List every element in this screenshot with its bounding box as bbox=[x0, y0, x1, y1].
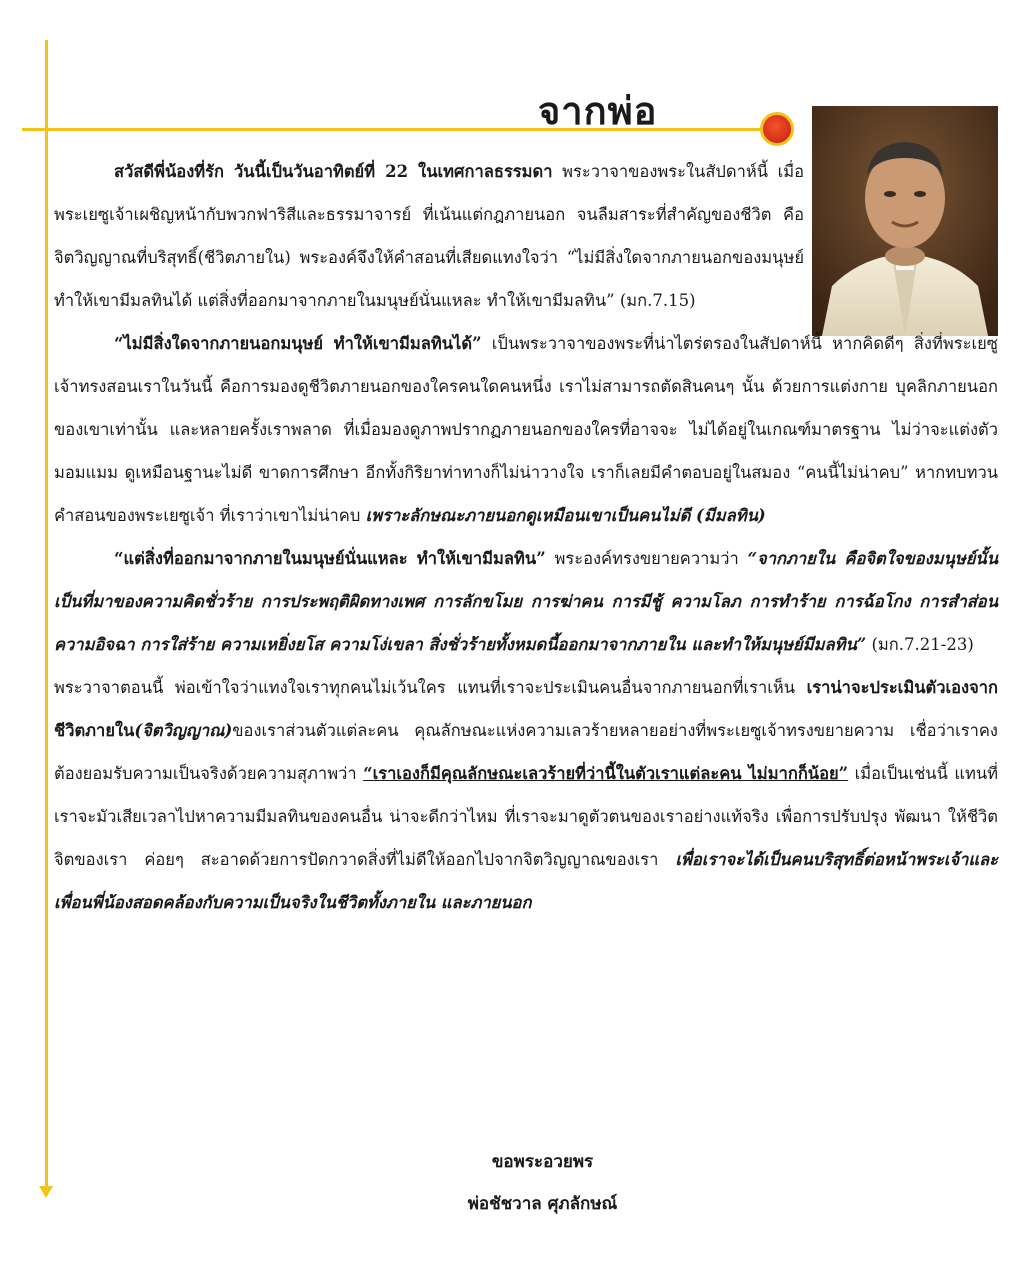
blessing: ขอพระอวยพร bbox=[491, 1152, 594, 1172]
paragraph-4-italic: (จิตวิญญาณ) bbox=[134, 721, 233, 740]
quote-2: “แต่สิ่งที่ออกมาจากภายในมนุษย์นั่นแหละ ทำให้เขามีมลทิน” bbox=[114, 549, 546, 568]
paragraph-4-text-c: เมื่อเป็นเช่นนี้ แทนที่เราจะมัวเสียเวลาไปหาความมีมลทินของคนอื่น น่าจะดีกว่าไหม ที่เราจะมาดูตัวตนของเราอย่างแท้จริง เพื่อการปรับปรุง พัฒนา ให้ชีวิตจิตของเรา ค่อยๆ สะอาดด้วยการปัดกวาดสิ่งที่ไม่ดีให้ออกไปจากจิตวิญญาณของเรา bbox=[54, 764, 999, 869]
paragraph-4-text-b: ของเราส่วนตัวแต่ละคน คุณลักษณะแห่งความเลวร้ายหลายอย่างที่พระเยซูเจ้าทรงขยายความ เชื่อว่าเราคงต้องยอมรับความเป็นจริงด้วยความสุภาพว่า bbox=[54, 721, 998, 783]
decorative-vertical-line bbox=[45, 40, 48, 1188]
greeting-text: สวัสดีพี่น้องที่รัก วันนี้เป็นวันอาทิตย์ที่ 22 ในเทศกาลธรรมดา bbox=[114, 162, 553, 181]
paragraph-4-underlined: “เราเองก็มีคุณลักษณะเลวร้ายที่ว่านี้ในตัวเราแต่ละคน ไม่มากก็น้อย” bbox=[363, 764, 849, 783]
signature: พ่อชัชวาล ศุภลักษณ์ bbox=[467, 1194, 618, 1214]
paragraph-2 bbox=[54, 322, 998, 537]
paragraph-3-text: พระองค์ทรงขยายความว่า bbox=[545, 549, 748, 568]
explanation-quote: “จากภายใน คือจิตใจของมนุษย์นั้น เป็นที่มาของความคิดชั่วร้าย การประพฤติผิดทางเพศ การลักขโมย การฆ่าคน การมีชู้ ความโลภ การทำร้าย การฉ้อโกง การสำส่อน ความอิจฉา การใส่ร้าย ความเหยิ่งยโส ความโง่เขลา สิ่งชั่วร้ายทั้งหมดนี้ออกมาจากภายใน และทำให้มนุษย์มีมลทิน” bbox=[54, 549, 998, 654]
page-title: จากพ่อ bbox=[538, 91, 658, 133]
paragraph-1 bbox=[54, 150, 804, 322]
scripture-ref: (มก.7.21-23) bbox=[866, 635, 974, 654]
letter-body bbox=[54, 150, 998, 924]
closing-emphasis: เพื่อเราจะได้เป็นคนบริสุทธิ์ต่อหน้าพระเจ้าและเพื่อนพี่น้องสอดคล้องกับความเป็นจริงในชีวิตทั้งภายใน และภายนอก bbox=[54, 850, 998, 912]
red-dot-icon bbox=[760, 112, 794, 146]
paragraph-2-text: เป็นพระวาจาของพระที่น่าไตร่ตรองในสัปดาห์นี้ หากคิดดีๆ สิ่งที่พระเยซูเจ้าทรงสอนเราในวันนี้ คือการมองดูชีวิตภายนอกของใครคนใดคนหนึ่ง เราไม่สามารถตัดสินคนๆ นั้น ด้วยการแต่งกาย บุคลิกภายนอกของเขาเท่านั้น และหลายครั้งเราพลาด ที่เมื่อมองดูภาพปรากฏภายนอกของใครที่อาจจะ ไม่ได้อยู่ในเกณฑ์มาตรฐาน ไม่ว่าจะแต่งตัวมอมแมม ดูเหมือนฐานะไม่ดี ขาดการศึกษา อีกทั้งกิริยาท่าทางก็ไม่น่าวางใจ เราก็เลยมีคำตอบอยู่ในสมอง “คนนี้ไม่น่าคบ” หากทบทวนคำสอนของพระเยซูเจ้า ที่เราว่าเขาไม่น่าคบ bbox=[54, 334, 998, 525]
paragraph-4-bold: เราน่าจะประเมินตัวเองจากชีวิตภายใน bbox=[54, 678, 998, 740]
paragraph-2-emphasis: เพราะลักษณะภายนอกดูเหมือนเขาเป็นคนไม่ดี (มีมลทิน) bbox=[365, 506, 766, 525]
paragraph-4 bbox=[54, 666, 998, 924]
paragraph-1-text: พระวาจาของพระในสัปดาห์นี้ เมื่อพระเยซูเจ้าเผชิญหน้ากับพวกฟาริสีและธรรมาจารย์ ที่เน้นแต่กฎภายนอก จนลืมสาระที่สำคัญของชีวิต คือ จิตวิญญาณที่บริสุทธิ์(ชีวิตภายใน) พระองค์จึงให้คำสอนที่เสียดแทงใจว่า “ไม่มีสิ่งใดจากภายนอกของมนุษย์ ทำให้เขามีมลทินได้ แต่สิ่งที่ออกมาจากภายในมนุษย์นั่นแหละ ทำให้เขามีมลทิน” (มก.7.15) bbox=[54, 162, 804, 310]
paragraph-3 bbox=[54, 537, 998, 666]
paragraph-4-text-a: พระวาจาตอนนี้ พ่อเข้าใจว่าแทงใจเราทุกคนไม่เว้นใคร แทนที่เราจะประเมินคนอื่นจากภายนอกที่เราเห็น bbox=[54, 678, 807, 697]
quote-1: “ไม่มีสิ่งใดจากภายนอกมนุษย์ ทำให้เขามีมลทินได้” bbox=[114, 334, 482, 353]
